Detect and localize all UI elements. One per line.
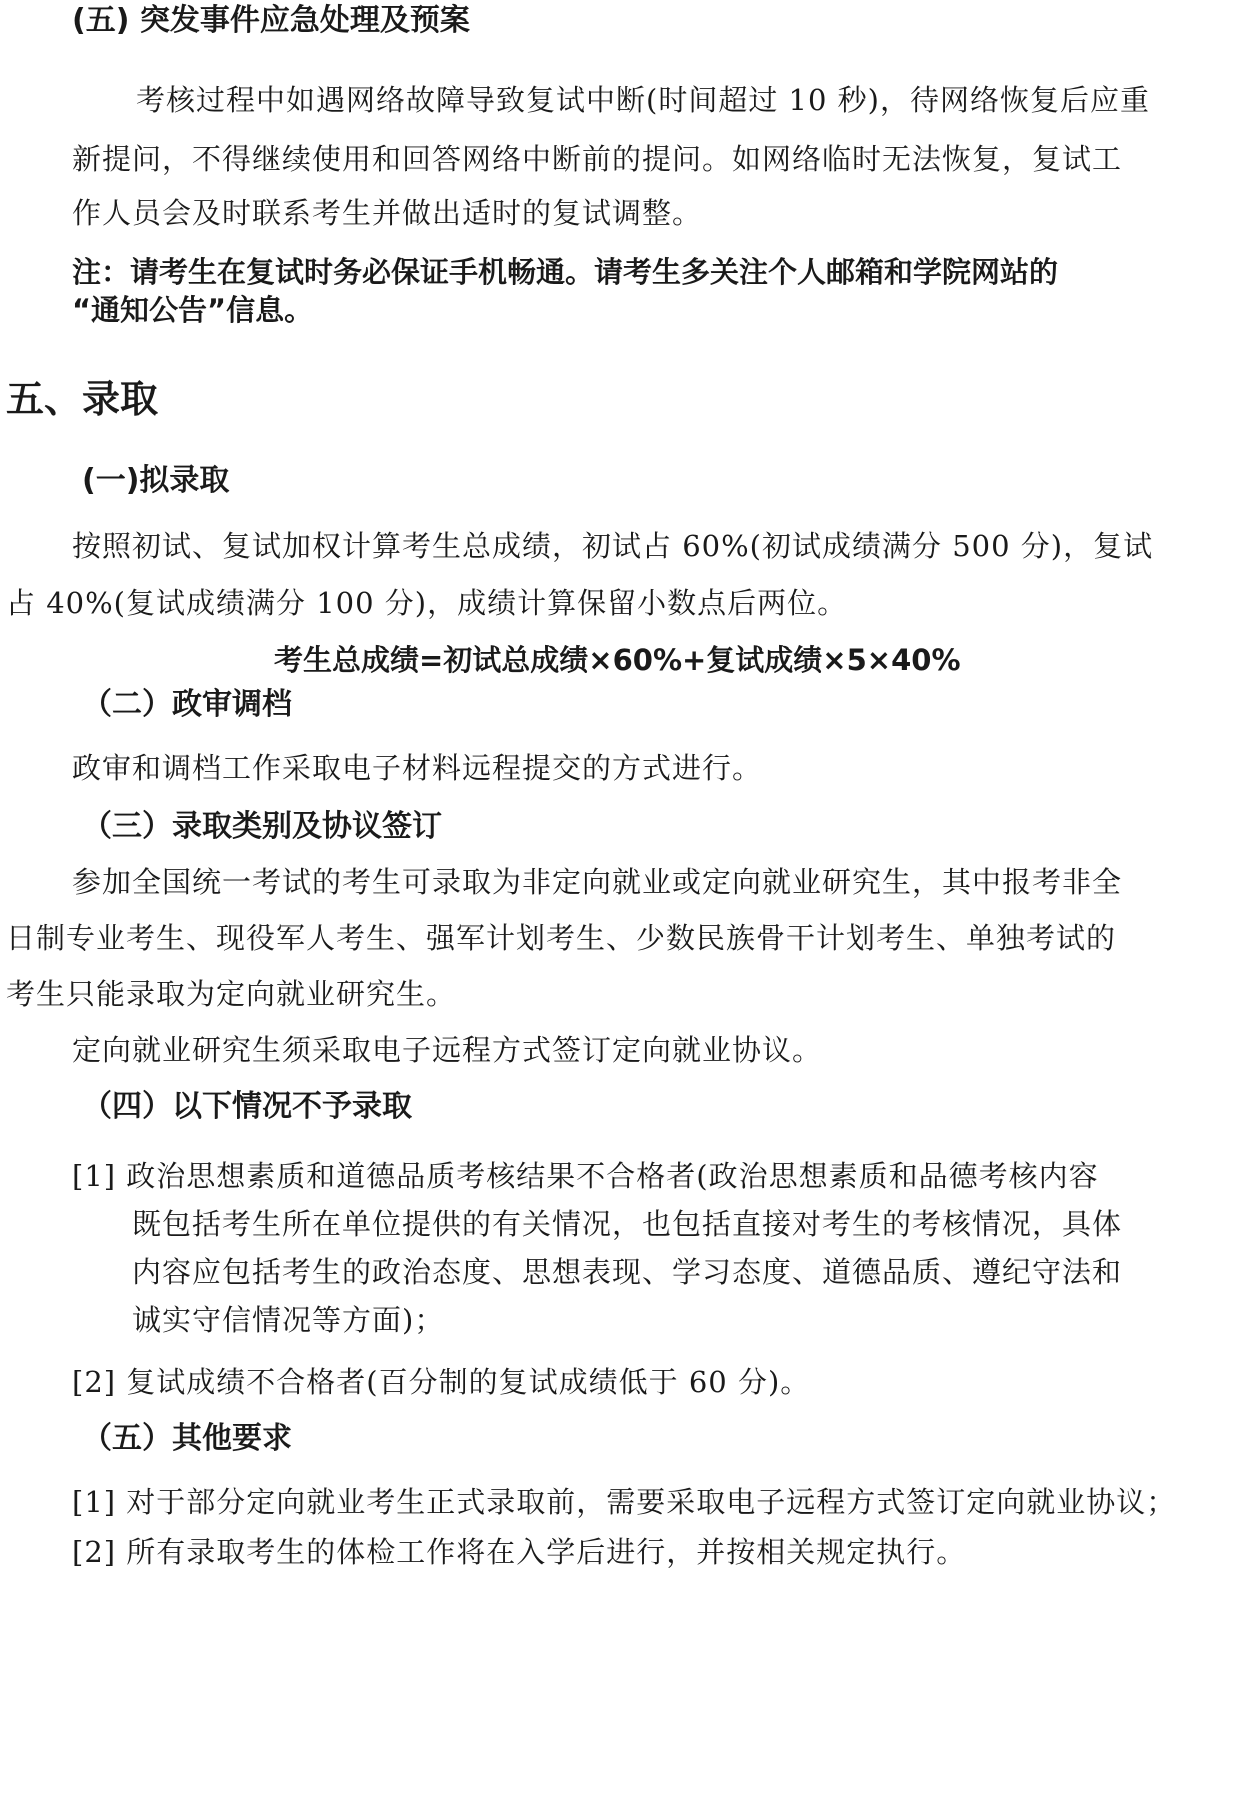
s2-para: 政审和调档工作采取电子材料远程提交的方式进行。 bbox=[72, 751, 763, 785]
s5-item1: [1] 对于部分定向就业考生正式录取前，需要采取电子远程方式签订定向就业协议； bbox=[72, 1485, 1177, 1519]
score-formula: 考生总成绩=初试总成绩×60%+复试成绩×5×40% bbox=[274, 643, 961, 677]
s4-item2: [2] 复试成绩不合格者(百分制的复试成绩低于 60 分)。 bbox=[72, 1365, 811, 1399]
s2-heading: （二）政审调档 bbox=[82, 687, 292, 722]
s4-item1-line-4: 诚实守信情况等方面)； bbox=[132, 1303, 445, 1337]
s1-heading: (一)拟录取 bbox=[82, 463, 230, 498]
s1-para-line-1: 按照初试、复试加权计算考生总成绩，初试占 60%(初试成绩满分 500 分)，复试 bbox=[72, 529, 1154, 563]
s5-item2: [2] 所有录取考生的体检工作将在入学后进行，并按相关规定执行。 bbox=[72, 1535, 967, 1569]
s4-item1-line-2: 既包括考生所在单位提供的有关情况，也包括直接对考生的考核情况，具体 bbox=[132, 1207, 1123, 1241]
s3-para-line-2: 日制专业考生、现役军人考生、强军计划考生、少数民族骨干计划考生、单独考试的 bbox=[6, 921, 1117, 955]
emergency-note-line-2: “通知公告”信息。 bbox=[72, 293, 314, 327]
s5-heading: （五）其他要求 bbox=[82, 1421, 292, 1456]
s4-item1-line-1: [1] 政治思想素质和道德品质考核结果不合格者(政治思想素质和品德考核内容 bbox=[72, 1159, 1099, 1193]
s4-item1-line-3: 内容应包括考生的政治态度、思想表现、学习态度、道德品质、遵纪守法和 bbox=[132, 1255, 1123, 1289]
s3-para-2: 定向就业研究生须采取电子远程方式签订定向就业协议。 bbox=[72, 1033, 823, 1067]
s4-heading: （四）以下情况不予录取 bbox=[82, 1089, 412, 1124]
emergency-para-line-3: 作人员会及时联系考生并做出适时的复试调整。 bbox=[72, 196, 703, 230]
s1-para-line-2: 占 40%(复试成绩满分 100 分)，成绩计算保留小数点后两位。 bbox=[6, 586, 848, 620]
section-title: 五、录取 bbox=[6, 377, 159, 421]
s3-heading: （三）录取类别及协议签订 bbox=[82, 809, 442, 844]
emergency-para-line-1: 考核过程中如遇网络故障导致复试中断(时间超过 10 秒)，待网络恢复后应重 bbox=[136, 83, 1150, 117]
s3-para-line-3: 考生只能录取为定向就业研究生。 bbox=[6, 977, 457, 1011]
s3-para-line-1: 参加全国统一考试的考生可录取为非定向就业或定向就业研究生，其中报考非全 bbox=[72, 865, 1123, 899]
emergency-note-line-1: 注：请考生在复试时务必保证手机畅通。请考生多关注个人邮箱和学院网站的 bbox=[72, 255, 1059, 289]
emergency-heading: (五) 突发事件应急处理及预案 bbox=[72, 3, 470, 38]
emergency-para-line-2: 新提问，不得继续使用和回答网络中断前的提问。如网络临时无法恢复，复试工 bbox=[72, 142, 1123, 176]
